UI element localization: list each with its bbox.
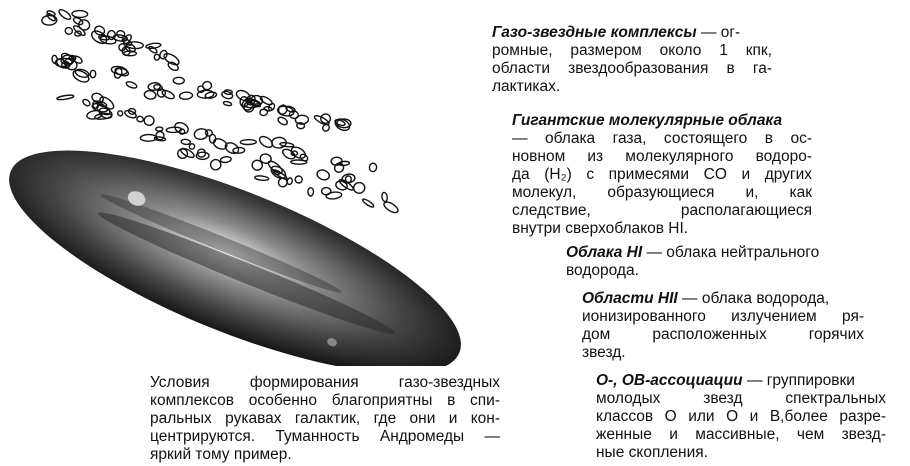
caption-line: яркий тому пример.	[150, 446, 292, 463]
cloud-outline	[117, 110, 123, 116]
cloud-outline	[74, 68, 89, 79]
caption-line: центрируются. Туманность Андромеды —	[150, 428, 500, 445]
cloud-outline	[156, 127, 163, 131]
cloud-outline	[57, 94, 74, 100]
cloud-outline	[381, 192, 388, 202]
cloud-outline	[179, 92, 193, 100]
cloud-outline	[281, 147, 296, 160]
definition-text: — облака водорода,	[682, 290, 830, 307]
definition-text: классов O или O и B,более разре-	[596, 408, 886, 425]
definition-text: лактиках.	[492, 78, 561, 95]
cloud-outline	[277, 116, 289, 126]
definition-text: ные скопления.	[596, 444, 708, 461]
definition-text: — ог-	[700, 24, 741, 41]
cloud-outline	[156, 131, 165, 140]
cloud-outline	[220, 156, 231, 163]
cloud-outline	[295, 175, 303, 183]
cloud-outline	[166, 127, 182, 133]
cloud-outline	[157, 88, 166, 97]
definition-text: звезд.	[582, 344, 626, 361]
andromeda-figure	[0, 0, 470, 366]
definition-text: женные и массивные, чем звезд-	[596, 426, 886, 443]
term: Гигантские молекулярные облака	[512, 112, 783, 129]
cloud-outline	[277, 104, 288, 116]
cloud-outline	[90, 70, 96, 78]
definition-text: ионизированного излучением ря-	[582, 308, 864, 325]
definition-gas-star-complexes	[492, 24, 772, 96]
caption-line: комплексов особенно благоприятны в спи-	[150, 392, 500, 409]
definition-text: ромные, размером около 1 кпк,	[492, 42, 772, 59]
definition-text: водорода.	[566, 262, 639, 279]
cloud-outline	[154, 54, 160, 60]
cloud-outline	[162, 51, 181, 67]
cloud-outline	[240, 140, 256, 145]
definition-text: дом расположенных горячих	[582, 326, 864, 343]
definition-text: молекул, образующиеся и, как	[512, 184, 812, 201]
cloud-outline	[144, 90, 157, 100]
cloud-outline	[116, 30, 125, 39]
cloud-outline	[159, 49, 169, 60]
definition-hii-regions	[582, 290, 864, 362]
definition-text: области звездообразования в га-	[492, 60, 772, 77]
cloud-outline	[382, 200, 399, 215]
cloud-outline	[353, 182, 366, 194]
definition-text: новном из молекулярного водоро-	[512, 148, 812, 165]
cloud-outline	[369, 163, 377, 172]
definition-text: внутри сверхоблаков HI.	[512, 220, 689, 237]
cloud-outline	[82, 98, 92, 107]
term: Газо-звездные комплексы	[492, 24, 697, 41]
cloud-outline	[209, 134, 216, 143]
cloud-outline	[144, 115, 155, 125]
definition-text: следствие, располагающиеся	[512, 202, 812, 219]
figure-caption	[150, 374, 500, 464]
cloud-outline	[118, 43, 126, 51]
cloud-outline	[173, 77, 184, 84]
cloud-outline	[125, 81, 137, 90]
cloud-outline	[362, 198, 375, 209]
cloud-outline	[255, 175, 269, 181]
definition-text: — облака газа, состоящего в ос-	[512, 130, 812, 147]
definition-ob-associations	[596, 372, 886, 462]
cloud-outline	[161, 89, 175, 100]
cloud-outline	[291, 160, 307, 164]
cloud-outline	[280, 142, 294, 147]
cloud-outline	[181, 139, 191, 145]
cloud-outline	[72, 10, 88, 17]
definition-hi-clouds	[566, 244, 836, 280]
definition-text: — группировки	[746, 372, 855, 389]
cloud-outline	[64, 27, 73, 36]
definition-text: — облака нейтрального	[646, 244, 820, 261]
cloud-outline	[77, 18, 91, 32]
caption-line: Условия формирования газо-звездных	[150, 374, 500, 391]
cloud-outline	[266, 159, 283, 175]
cloud-outline	[326, 191, 342, 199]
cloud-outline	[202, 81, 212, 90]
definition-text: молодых звезд спектральных	[596, 390, 886, 407]
cloud-outline	[148, 45, 158, 54]
galaxy-image	[0, 106, 470, 366]
cloud-outline	[308, 188, 314, 196]
cloud-outline	[57, 8, 72, 21]
cloud-outline	[136, 116, 144, 123]
cloud-outline	[72, 55, 84, 65]
definition-text: да (H₂) с примесями CO и других	[512, 166, 812, 183]
term: Облака HI	[566, 244, 643, 261]
term: Области HII	[582, 290, 678, 307]
cloud-outline	[258, 134, 275, 149]
cloud-outline	[223, 101, 232, 106]
definition-giant-molecular-clouds	[512, 112, 812, 238]
term: O-, OB-ассоциации	[596, 372, 743, 389]
cloud-outline	[316, 168, 331, 181]
caption-line: ральных рукавах галактик, где они и кон-	[150, 410, 500, 427]
